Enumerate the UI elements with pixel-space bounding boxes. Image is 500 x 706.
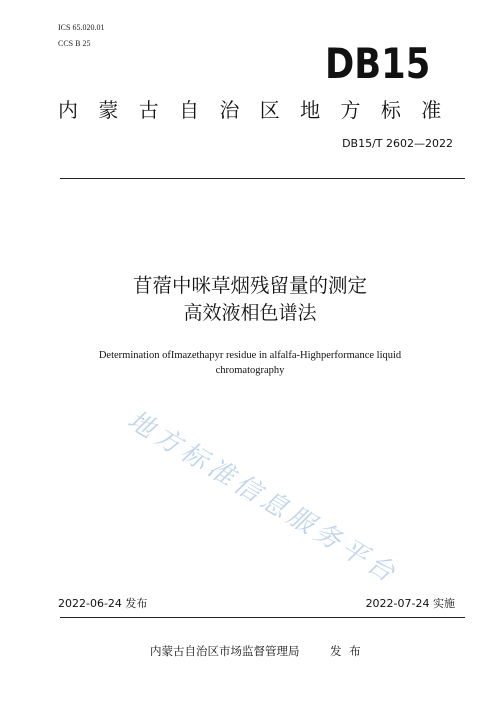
title-english-line1: Determination ofImazethapyr residue in alfalfa-Highperformance liquid: [98, 350, 402, 361]
publisher-name: 内蒙古自治区市场监督管理局: [150, 644, 300, 658]
title-chinese-line2: 高效液相色谱法: [183, 302, 317, 324]
ccs-code: CCS B 25: [58, 39, 91, 48]
implementation-date: 2022-07-24 实施: [365, 597, 455, 610]
title-chinese-line1: 苜蓿中咪草烟残留量的测定: [132, 274, 367, 297]
top-divider: [60, 178, 465, 179]
standard-category: 内 蒙 古 自 治 区 地 方 标 准: [58, 98, 449, 122]
title-english-line2: chromatography: [215, 365, 285, 376]
ics-code: ICS 65.020.01: [58, 23, 105, 32]
bottom-divider: [60, 617, 465, 618]
watermark: 地方标准信息服务平台: [122, 405, 404, 591]
db15-logo: DB15: [325, 39, 431, 88]
publisher-action: 发 布: [330, 644, 363, 658]
issue-date: 2022-06-24 发布: [58, 597, 148, 610]
standard-number: DB15/T 2602—2022: [342, 137, 453, 150]
